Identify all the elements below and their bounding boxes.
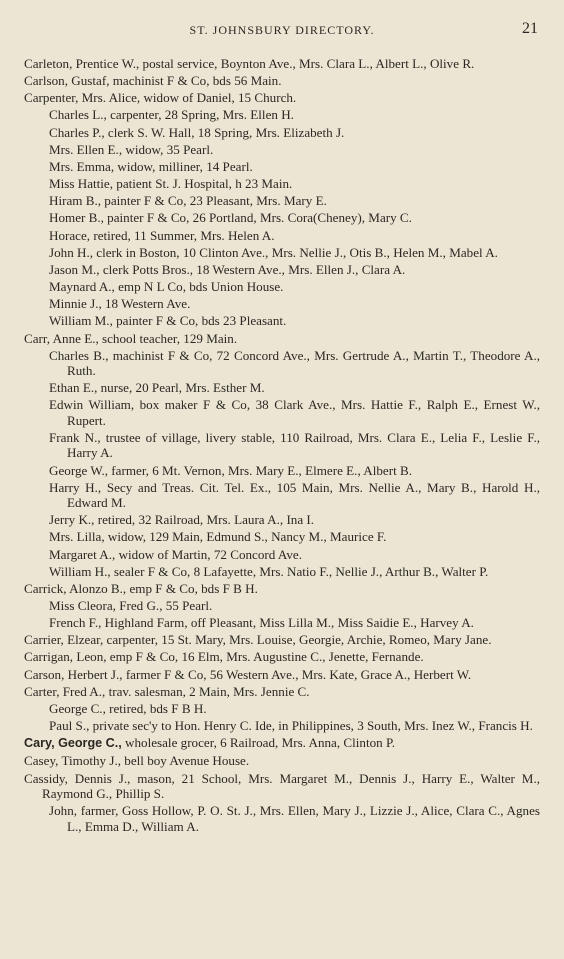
entry-text: Harry H., Secy and Treas. Cit. Tel. Ex., 105 Main, Mrs. Nellie A., Mary B., Harold H., Edward M.	[49, 479, 540, 511]
directory-entry	[0, 348, 564, 379]
directory-entry	[0, 701, 564, 716]
entry-text: Homer B., painter F & Co, 26 Portland, Mrs. Cora(Cheney), Mary C.	[49, 210, 412, 226]
entry-text: Horace, retired, 11 Summer, Mrs. Helen A.	[49, 227, 275, 243]
entry-text: George C., retired, bds F B H.	[49, 700, 207, 716]
entry-text: Carpenter, Mrs. Alice, widow of Daniel, 15 Church.	[24, 90, 297, 106]
directory-entry	[0, 313, 564, 328]
directory-entry	[0, 380, 564, 395]
entry-text: French F., Highland Farm, off Pleasant, Miss Lilla M., Miss Saidie E., Harvey A.	[49, 615, 474, 631]
entry-text: wholesale grocer, 6 Railroad, Mrs. Anna, Clinton P.	[121, 735, 396, 751]
entry-text: George W., farmer, 6 Mt. Vernon, Mrs. Mary E., Elmere E., Albert B.	[49, 462, 412, 478]
entry-text: Frank N., trustee of village, livery stable, 110 Railroad, Mrs. Clara E., Lelia F., Leslie F., Harry A.	[49, 429, 540, 461]
entry-text: Hiram B., painter F & Co, 23 Pleasant, Mrs. Mary E.	[49, 193, 327, 209]
entry-text: Carrier, Elzear, carpenter, 15 St. Mary, Mrs. Louise, Georgie, Archie, Romeo, Mary Jane.	[24, 632, 492, 648]
directory-entry	[0, 279, 564, 294]
directory-entry	[0, 564, 564, 579]
entry-text: Edwin William, box maker F & Co, 38 Clark Ave., Mrs. Hattie F., Ralph E., Ernest W., Rupert.	[49, 397, 540, 428]
directory-entry	[0, 397, 564, 428]
entry-text: Miss Hattie, patient St. J. Hospital, h 23 Main.	[49, 176, 293, 192]
entry-text: Carter, Fred A., trav. salesman, 2 Main, Mrs. Jennie C.	[24, 683, 310, 699]
directory-entry	[0, 463, 564, 478]
entry-text: Jason M., clerk Potts Bros., 18 Western Ave., Mrs. Ellen J., Clara A.	[49, 261, 406, 277]
entry-text: Maynard A., emp N L Co, bds Union House.	[49, 279, 284, 295]
directory-entry	[0, 176, 564, 191]
entry-text: Jerry K., retired, 32 Railroad, Mrs. Laura A., Ina I.	[49, 512, 315, 528]
directory-entry	[0, 581, 564, 596]
entry-text: Ethan E., nurse, 20 Pearl, Mrs. Esther M.	[49, 380, 265, 396]
directory-entry	[0, 684, 564, 699]
directory-entry	[0, 90, 564, 105]
directory-entry	[0, 632, 564, 647]
entry-text: Carleton, Prentice W., postal service, Boynton Ave., Mrs. Clara L., Albert L., Olive R.	[24, 56, 475, 71]
entry-text: Charles L., carpenter, 28 Spring, Mrs. Ellen H.	[49, 107, 294, 123]
entry-text: Charles B., machinist F & Co, 72 Concord Ave., Mrs. Gertrude A., Martin T., Theodore A., Ruth.	[49, 347, 540, 379]
directory-entry	[0, 547, 564, 562]
directory-entries	[0, 56, 564, 836]
entry-text: Carrigan, Leon, emp F & Co, 16 Elm, Mrs. Augustine C., Jenette, Fernande.	[24, 649, 424, 665]
entry-text: Paul S., private sec'y to Hon. Henry C. Ide, in Philippines, 3 South, Mrs. Inez W., Francis H.	[49, 718, 533, 734]
directory-entry	[0, 771, 564, 802]
entry-text: Casey, Timothy J., bell boy Avenue House.	[24, 753, 250, 769]
directory-entry	[0, 753, 564, 768]
directory-entry	[0, 735, 564, 751]
directory-entry	[0, 210, 564, 225]
directory-entry	[0, 480, 564, 511]
directory-entry	[0, 245, 564, 260]
entry-text: Mrs. Ellen E., widow, 35 Pearl.	[49, 141, 214, 157]
entry-text: Cassidy, Dennis J., mason, 21 School, Mrs. Margaret M., Dennis J., Harry E., Walter M., Raymond G., Phillip S.	[24, 770, 540, 801]
entry-text: Carrick, Alonzo B., emp F & Co, bds F B H.	[24, 580, 258, 596]
directory-entry	[0, 262, 564, 277]
entry-text: Charles P., clerk S. W. Hall, 18 Spring, Mrs. Elizabeth J.	[49, 124, 345, 140]
directory-entry	[0, 649, 564, 664]
entry-text: Mrs. Lilla, widow, 129 Main, Edmund S., Nancy M., Maurice F.	[49, 529, 387, 545]
directory-entry	[0, 193, 564, 208]
directory-entry	[0, 125, 564, 140]
directory-entry	[0, 159, 564, 174]
entry-text: Margaret A., widow of Martin, 72 Concord Ave.	[49, 546, 302, 562]
directory-entry	[0, 331, 564, 346]
directory-entry	[0, 73, 564, 88]
entry-text: Carlson, Gustaf, machinist F & Co, bds 56 Main.	[24, 73, 282, 89]
entry-text: Miss Cleora, Fred G., 55 Pearl.	[49, 598, 213, 613]
entry-text: Carr, Anne E., school teacher, 129 Main.	[24, 330, 238, 346]
directory-entry	[0, 512, 564, 527]
directory-entry	[0, 529, 564, 544]
entry-text: William H., sealer F & Co, 8 Lafayette, Mrs. Natio F., Nellie J., Arthur B., Walter P.	[49, 563, 489, 579]
entry-text: John, farmer, Goss Hollow, P. O. St. J., Mrs. Ellen, Mary J., Lizzie J., Alice, Clara C., Agnes L., Emma D., William A.	[49, 803, 540, 834]
directory-entry	[0, 615, 564, 630]
directory-entry	[0, 228, 564, 243]
directory-entry	[0, 430, 564, 461]
entry-text: William M., painter F & Co, bds 23 Pleasant.	[49, 313, 287, 329]
page-header	[0, 20, 564, 42]
directory-entry	[0, 718, 564, 733]
entry-text: Carson, Herbert J., farmer F & Co, 56 Western Ave., Mrs. Kate, Grace A., Herbert W.	[24, 666, 472, 682]
directory-entry	[0, 56, 564, 71]
entry-text: John H., clerk in Boston, 10 Clinton Ave., Mrs. Nellie J., Otis B., Helen M., Mabel A.	[49, 244, 498, 260]
running-title: ST. JOHNSBURY DIRECTORY.	[189, 23, 375, 37]
entry-text: Mrs. Emma, widow, milliner, 14 Pearl.	[49, 158, 253, 174]
directory-entry	[0, 296, 564, 311]
entry-name-bold: Cary, George C.,	[24, 736, 122, 751]
directory-entry	[0, 107, 564, 122]
directory-entry	[0, 667, 564, 682]
directory-entry	[0, 142, 564, 157]
page-number: 21	[522, 20, 538, 37]
entry-text: Minnie J., 18 Western Ave.	[49, 296, 191, 312]
directory-entry	[0, 598, 564, 613]
directory-entry	[0, 803, 564, 834]
